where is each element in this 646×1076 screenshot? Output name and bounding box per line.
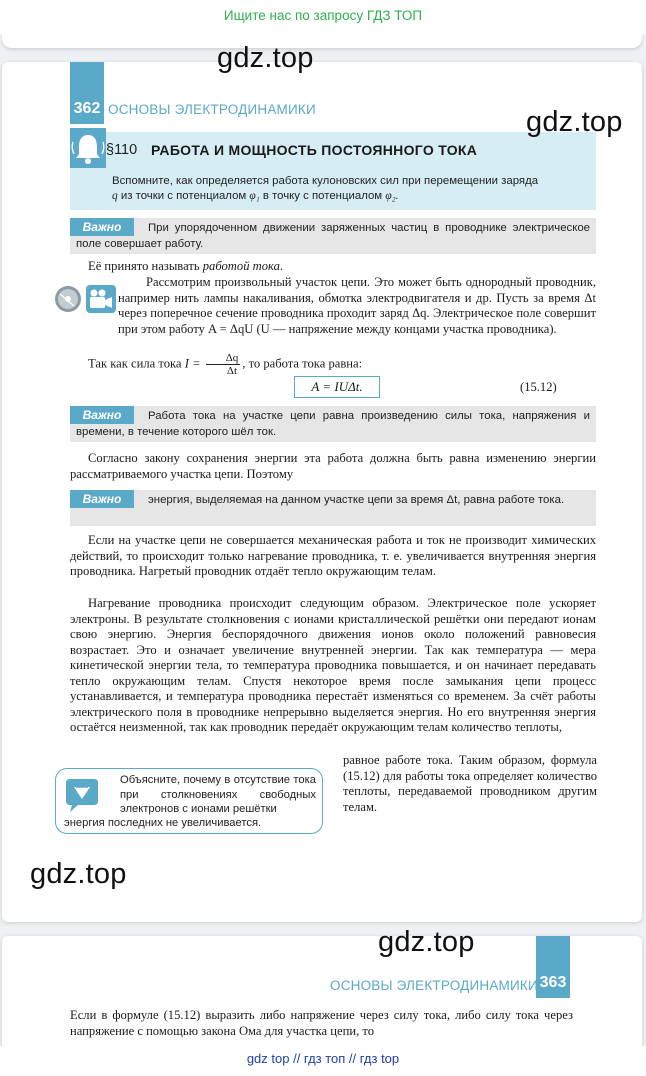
important-label: Важно [70,218,134,236]
fraction-dq-dt: $\frac{\Delta q}{\Delta t}$ [206,352,241,377]
paragraph-if-no-work: Если на участке цепи не совершается механическая работа и ток не производит химических действий, то происходит только нагревание проводника, т. е. увеличивается внутренняя энергия проводника. Нагретый проводник отдаёт тепло окружающим телам. [70,533,596,578]
important-box-1 [70,218,596,254]
watermark: gdz.top [30,858,127,890]
important-box-3 [70,490,596,526]
paragraph-page2: Если в формуле (15.12) выразить либо напряжение через силу тока, либо силу тока через напряжение с помощью закона Ома для участка цепи, то [70,1008,573,1038]
running-head: ОСНОВЫ ЭЛЕКТРОДИНАМИКИ [108,102,316,117]
important-text-2: Работа тока на участке цепи равна произведению силы тока, напряжения и времени, в течение которого шёл ток. [76,410,590,438]
watermark: gdz.top [217,42,314,74]
previous-page-edge [2,34,642,48]
important-text-3: энергия, выделяемая на данном участке цепи за время Δt, равна работе тока. [148,494,565,506]
paragraph-heating: Нагревание проводника происходит следующим образом. Электрическое поле ускоряет электроны. В результате столкновения с ионами кристаллической решётки они передают ионам свою энергию. Энергия беспорядочного движения ионов около положений равновесия возрастает. Это и означает увеличение внутренней энергии. Так как температура — мера кинетической энергии тела, то температура проводника повышается, и он начинает передавать тепло окружающим телам. Спустя некоторое время после замыкания цепи процесс устанавливается, и температура проводника перестаёт изменяться со временем. За счёт работы электрического поля в проводнике непрерывно выделяется энергия. Но его внутренняя энергия остаётся неизменной, так как проводник передаёт окружающим телам количество теплоты, [70,596,596,734]
formula-number: (15.12) [520,380,557,394]
page-number-tab: 362 [70,62,104,124]
task-text: Объясните, почему в отсутствие тока при столкновениях свободных электронов с ионами решётки [120,774,316,815]
video-camera-icon [86,285,116,313]
media-icons[interactable] [54,282,118,316]
section-title: РАБОТА И МОЩНОСТЬ ПОСТОЯННОГО ТОКА [151,142,478,158]
watermark: gdz.top [378,926,475,958]
task-box [55,768,323,834]
search-hint-link[interactable]: Ищите нас по запросу ГДЗ ТОП [223,8,423,23]
running-head-2: ОСНОВЫ ЭЛЕКТРОДИНАМИКИ [330,978,538,993]
important-text-1: При упорядоченном движении заряженных частиц в проводнике электрическое поле совершает работу. [76,222,590,250]
bottom-banner [0,1046,646,1076]
disc-icon [55,286,81,312]
bell-icon [70,128,106,168]
section-number: §110 [106,142,138,158]
paragraph-current-work: Так как сила тока I = $\frac{\Delta q}{\Delta t}$ , то работа тока равна: [88,352,363,377]
paragraph-work-of-current: Её принято называть работой тока. [88,259,284,273]
page-number-tab-2: 363 [536,936,570,998]
important-label: Важно [70,406,134,424]
top-banner [0,0,646,34]
formula-15-12: A = IUΔt. [294,376,380,398]
section-recall: Вспомните, как определяется работа кулоновских сил при перемещении заряда q из точки с потенциалом φ₁ в точку с потенциалом φ₂. [112,175,539,202]
task-text-end: энергия последних не увеличивается. [64,817,262,829]
footer-links[interactable]: gdz top // гдз топ // гдз top [246,1051,400,1066]
paragraph-conservation: Согласно закону сохранения энергии эта работа должна быть равна изменению энергии рассматриваемого участка цепи. Поэтому [70,451,596,481]
question-icon [64,777,100,813]
important-label: Важно [70,490,134,508]
paragraph-heating-end: равное работе тока. Таким образом, формула (15.12) для работы тока определяет количество теплоты, передаваемой проводником другим телам. [343,753,597,814]
important-box-2 [70,406,596,442]
paragraph-consider: Рассмотрим произвольный участок цепи. Это может быть однородный проводник, например нить лампы накаливания, обмотка электродвигателя и др. Пусть за время Δt через поперечное сечение проводника проходит заряд Δq. Электрическое поле совершит при этом работу A = ΔqU (U — напряжение между концами участка проводника). [118,275,596,336]
watermark: gdz.top [526,106,623,138]
